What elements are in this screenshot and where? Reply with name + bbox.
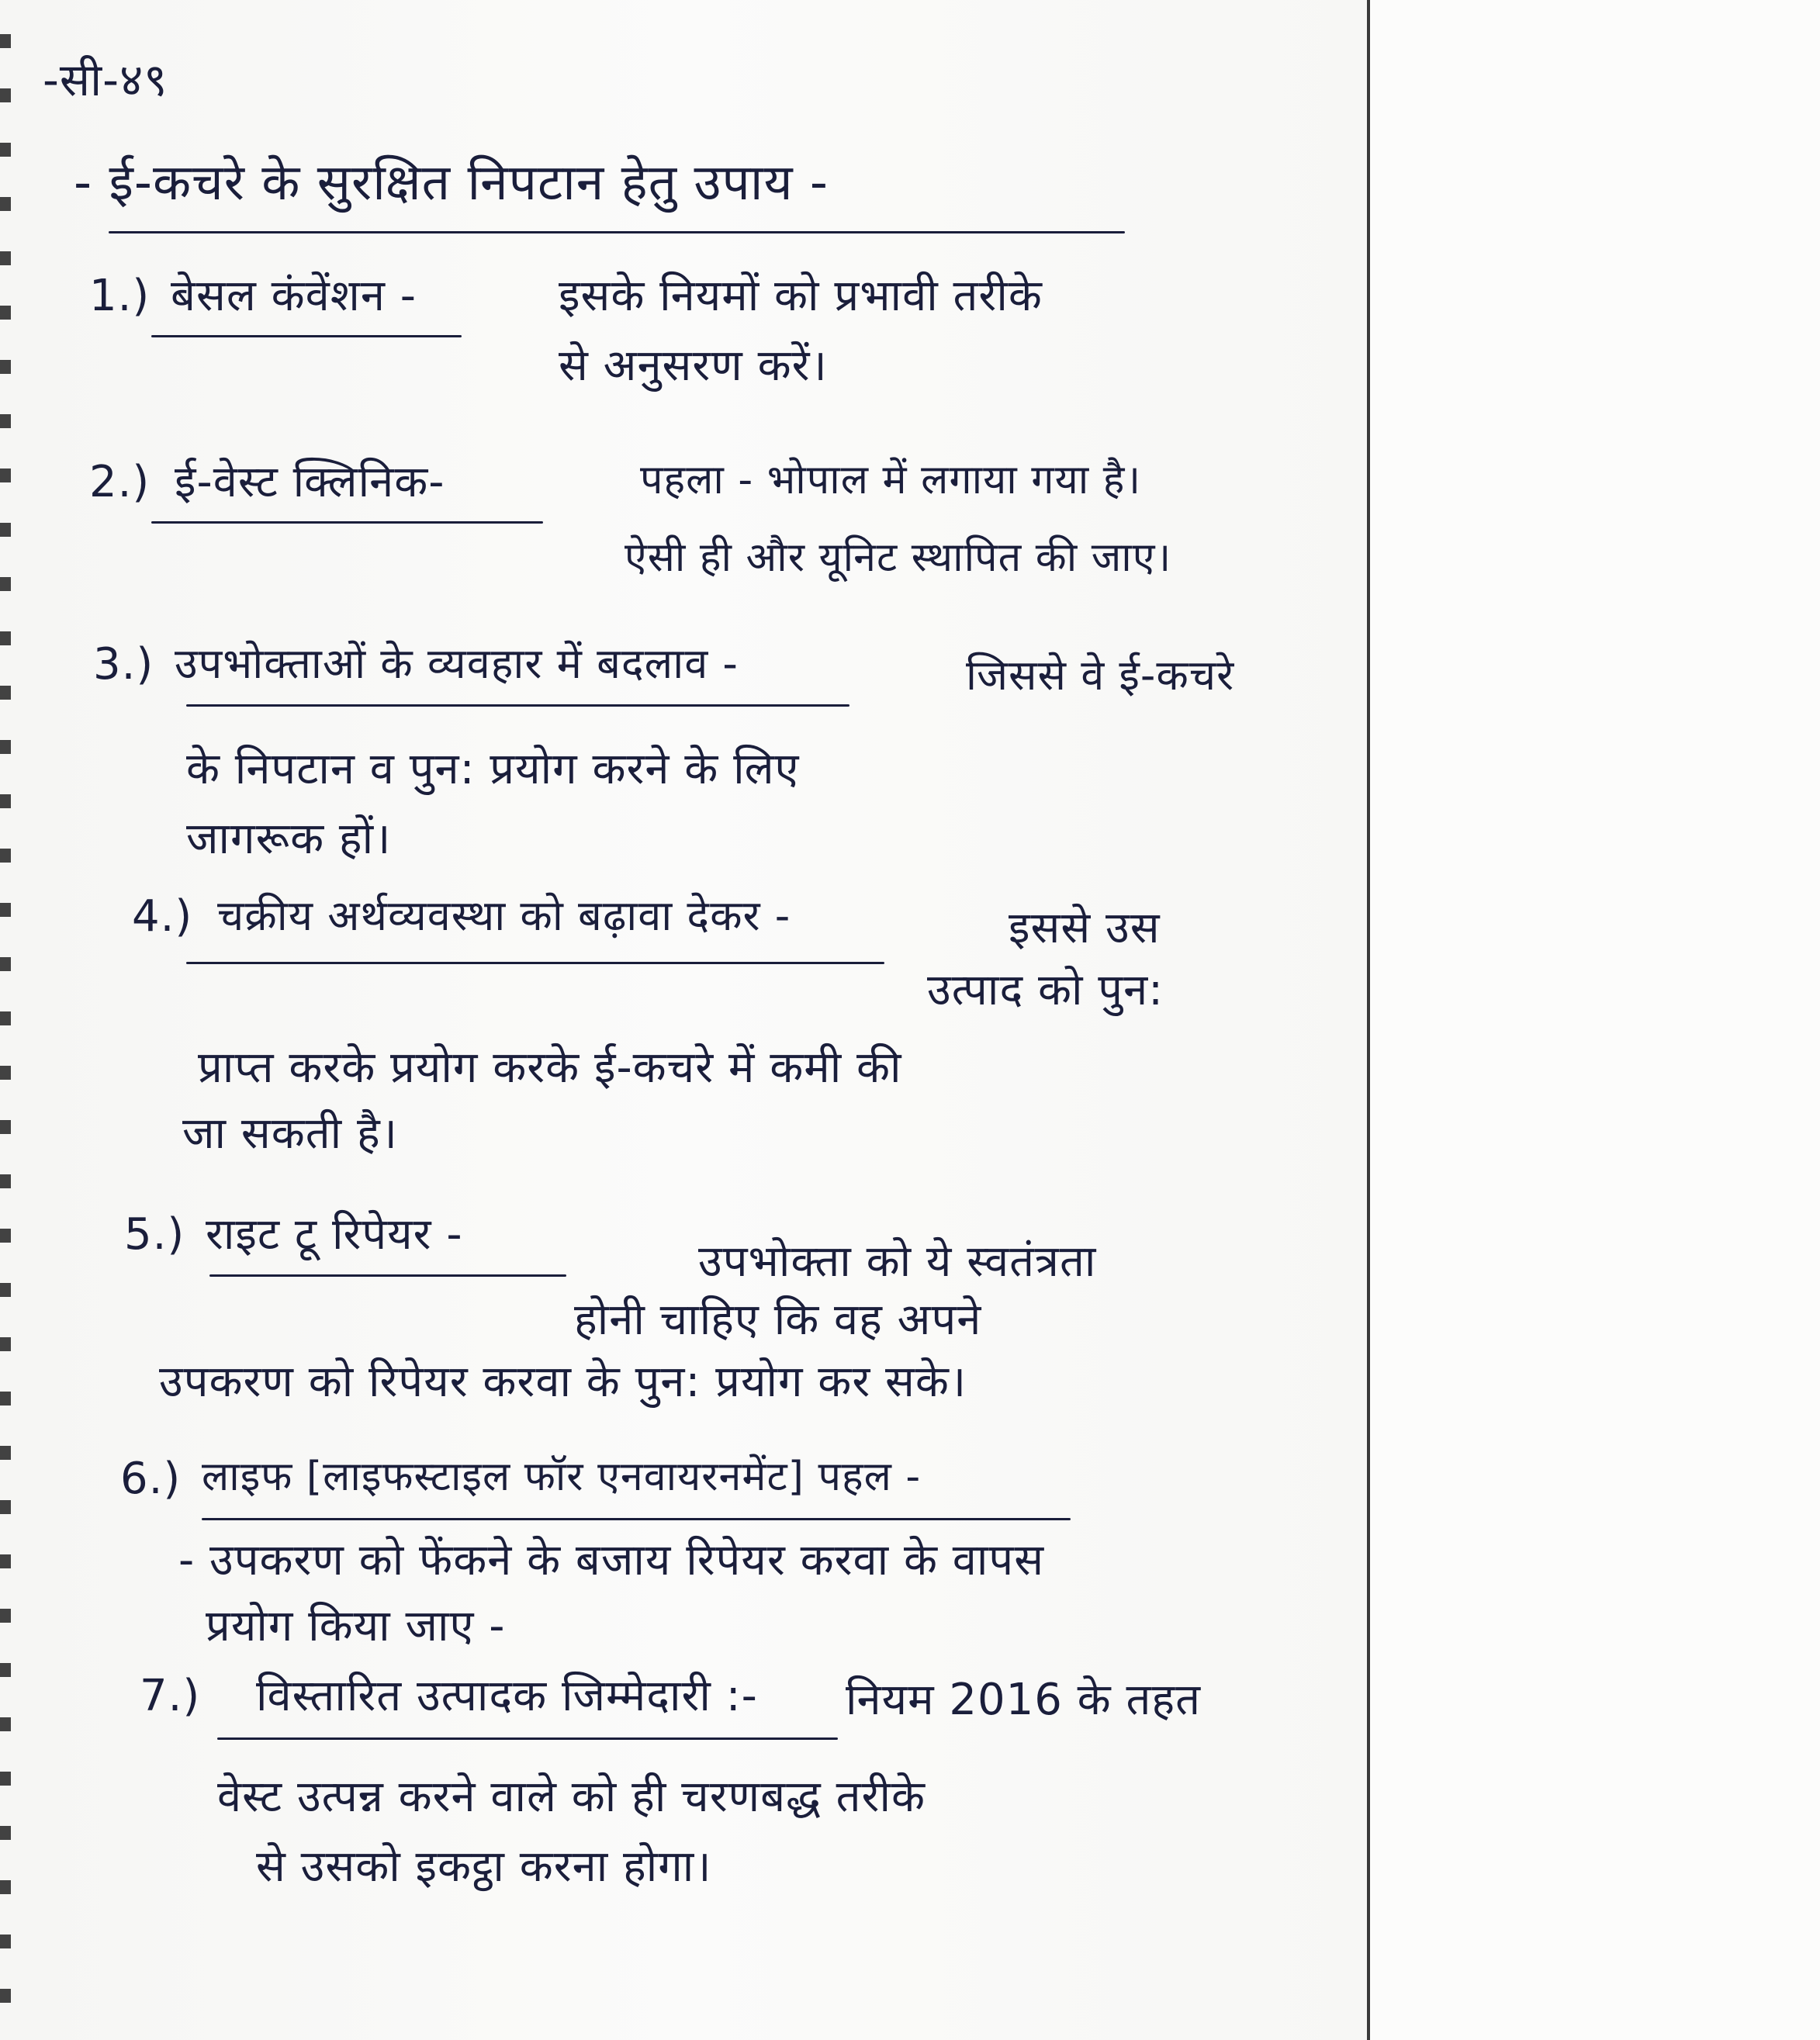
item-4-line-2: उत्पाद को पुन: <box>927 965 1164 1015</box>
item-2-number: 2.) <box>89 457 151 507</box>
item-4-number: 4.) <box>132 891 193 942</box>
item-2-line-2: ऐसी ही और यूनिट स्थापित की जाए। <box>625 534 1172 581</box>
item-1-heading: बेसल कंवेंशन - <box>171 271 417 321</box>
item-3-heading: उपभोक्ताओं के व्यवहार में बदलाव - <box>175 639 739 688</box>
page-header: -सी-४९ <box>43 54 168 106</box>
title-underline <box>109 231 1125 233</box>
item-5-heading: राइट टू रिपेयर - <box>206 1209 463 1260</box>
spiral-binding <box>0 0 11 2040</box>
item-1-number: 1.) <box>89 271 151 321</box>
item-5-number: 5.) <box>124 1209 185 1260</box>
item-5-line-3: उपकरण को रिपेयर करवा के पुन: प्रयोग कर सके। <box>159 1357 967 1407</box>
item-4-underline <box>186 962 884 964</box>
item-7-line-2: वेस्ट उत्पन्न करने वाले को ही चरणबद्ध तरीके <box>217 1772 926 1822</box>
item-2-line-1: पहला - भोपाल में लगाया गया है। <box>640 457 1142 503</box>
blank-background <box>1370 0 1820 2040</box>
item-3-line-3: जागरूक हों। <box>186 814 392 864</box>
item-3-underline <box>186 704 849 707</box>
item-2-heading: ई-वेस्ट क्लिनिक- <box>175 457 445 507</box>
item-1-line-1: इसके नियमों को प्रभावी तरीके <box>559 271 1043 321</box>
item-4-line-3: प्राप्त करके प्रयोग करके ई-कचरे में कमी की <box>198 1042 902 1093</box>
item-5-underline <box>209 1274 566 1277</box>
page-title: - ई-कचरे के सुरक्षित निपटान हेतु उपाय - <box>74 154 829 212</box>
item-1-line-2: से अनुसरण करें। <box>559 341 828 391</box>
item-7-number: 7.) <box>140 1671 201 1721</box>
item-3-line-2: के निपटान व पुन: प्रयोग करने के लिए <box>186 744 800 794</box>
item-6-number: 6.) <box>120 1454 182 1504</box>
item-7-line-3: से उसको इकट्ठा करना होगा। <box>256 1841 712 1892</box>
item-5-line-1: उपभोक्ता को ये स्वतंत्रता <box>698 1236 1097 1287</box>
item-5-line-2: होनी चाहिए कि वह अपने <box>574 1295 982 1345</box>
item-3-line-1: जिससे वे ई-कचरे <box>966 651 1235 700</box>
item-1-underline <box>151 335 462 337</box>
item-6-heading: लाइफ [लाइफस्टाइल फॉर एनवायरनमेंट] पहल - <box>202 1454 922 1500</box>
item-6-underline <box>202 1518 1071 1520</box>
item-2-underline <box>151 521 543 524</box>
item-3-number: 3.) <box>93 639 154 690</box>
item-4-line-4: जा सकती है। <box>182 1108 398 1159</box>
item-7-heading: विस्तारित उत्पादक जिम्मेदारी :- <box>256 1671 758 1721</box>
item-4-line-1: इससे उस <box>1009 903 1161 953</box>
item-6-line-2: प्रयोग किया जाए - <box>206 1601 506 1651</box>
item-4-heading: चक्रीय अर्थव्यवस्था को बढ़ावा देकर - <box>217 891 791 940</box>
item-7-underline <box>217 1737 838 1740</box>
item-6-line-1: - उपकरण को फेंकने के बजाय रिपेयर करवा के वापस <box>178 1535 1045 1585</box>
item-7-line-1: नियम 2016 के तहत <box>846 1675 1202 1725</box>
